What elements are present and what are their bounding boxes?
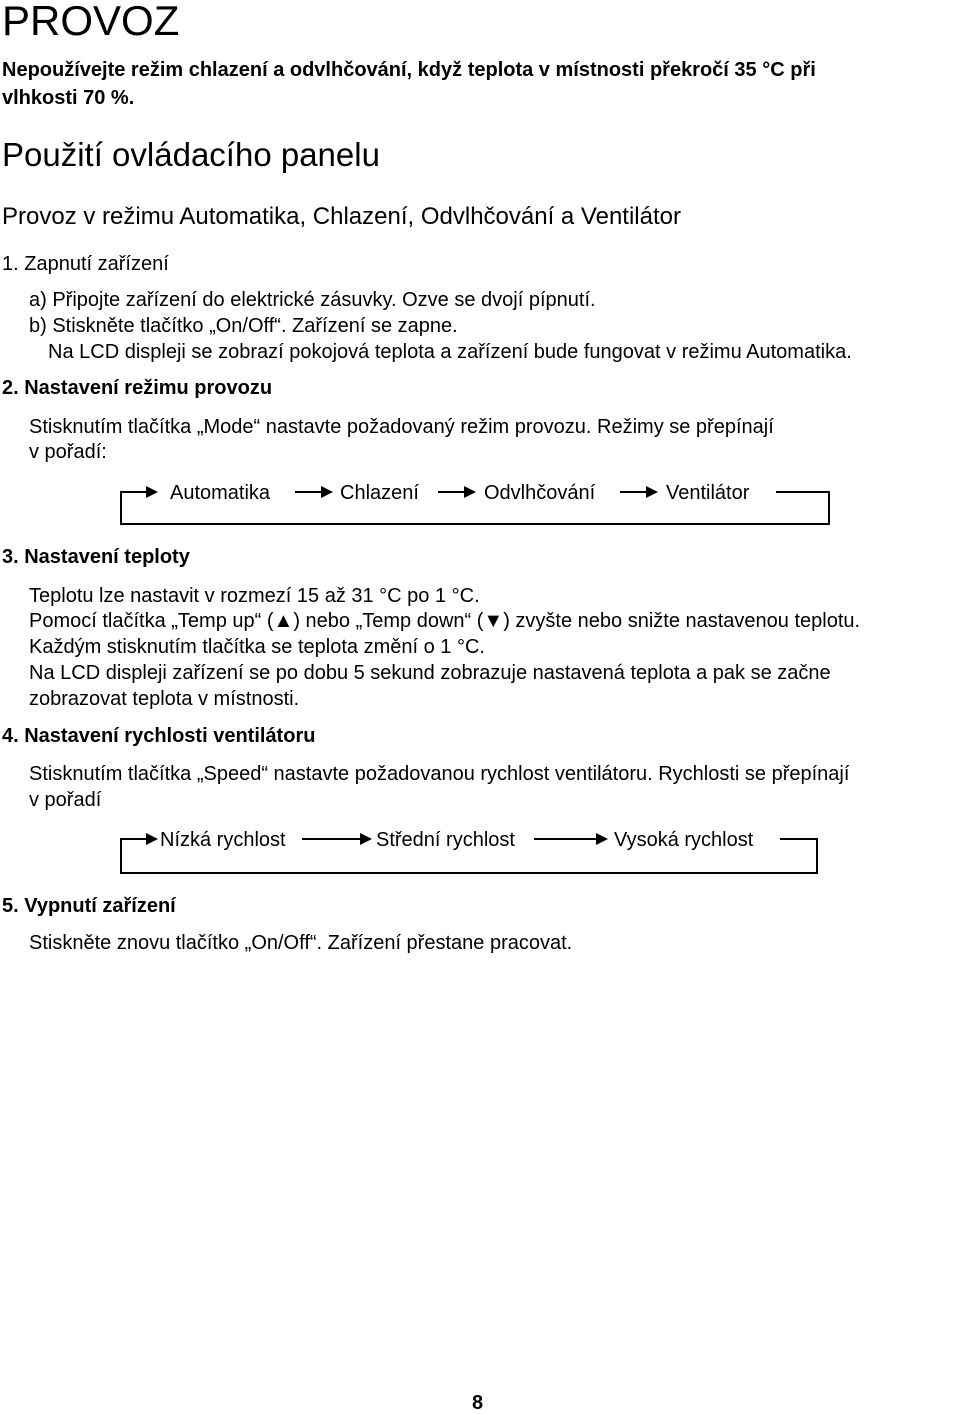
step3-line2-part3: ) zvyšte nebo snižte nastavenou teplotu. xyxy=(503,610,861,632)
step4-line2: v pořadí xyxy=(29,789,102,811)
warning-line-2: vlhkosti 70 %. xyxy=(2,87,135,109)
triangle-up-icon: ▲ xyxy=(273,610,294,632)
step4-line1: Stisknutím tlačítka „Speed“ nastavte požadovanou rychlost ventilátoru. Rychlosti se přepínají xyxy=(29,763,850,785)
page-title: PROVOZ xyxy=(2,0,180,44)
step3-line2 xyxy=(29,611,860,631)
step1-b2: Na LCD displeji se zobrazí pokojová teplota a zařízení bude fungovat v režimu Automatika. xyxy=(48,341,852,363)
step3-line1: Teplotu lze nastavit v rozmezí 15 až 31 °C po 1 °C. xyxy=(29,585,480,607)
step4-heading: 4. Nastavení rychlosti ventilátoru xyxy=(2,725,316,747)
flow-arrow-icon xyxy=(620,485,660,499)
flow-speed-high: Vysoká rychlost xyxy=(614,829,754,851)
step3-heading: 3. Nastavení teploty xyxy=(2,546,190,568)
flow-loop-right xyxy=(816,838,818,874)
flow-loop-tail xyxy=(780,838,818,840)
flow-loop-right xyxy=(828,491,830,525)
flow-loop-bottom xyxy=(120,872,818,874)
flow-arrow-icon xyxy=(302,832,374,846)
step1-heading: 1. Zapnutí zařízení xyxy=(2,253,169,275)
step2-heading: 2. Nastavení režimu provozu xyxy=(2,377,273,399)
flow-speed-low: Nízká rychlost xyxy=(160,829,286,851)
step3-line4: Na LCD displeji zařízení se po dobu 5 sekund zobrazuje nastavená teplota a pak se začne xyxy=(29,662,831,684)
subsection-title: Provoz v režimu Automatika, Chlazení, Odvlhčování a Ventilátor xyxy=(2,203,681,230)
flow-mode-odvlhcovani: Odvlhčování xyxy=(484,482,596,504)
page-number: 8 xyxy=(472,1392,484,1414)
flow-mode-chlazeni: Chlazení xyxy=(340,482,419,504)
warning-line-1: Nepoužívejte režim chlazení a odvlhčování, když teplota v místnosti překročí 35 °C při xyxy=(2,59,816,81)
step5-heading: 5. Vypnutí zařízení xyxy=(2,895,176,917)
step2-line2: v pořadí: xyxy=(29,441,107,463)
flow-arrow-icon xyxy=(120,485,160,499)
step1-b: b) Stiskněte tlačítko „On/Off“. Zařízení se zapne. xyxy=(29,315,458,337)
flow-mode-automatika: Automatika xyxy=(170,482,271,504)
step1-a: a) Připojte zařízení do elektrické zásuvky. Ozve se dvojí pípnutí. xyxy=(29,289,596,311)
flow-loop-bottom xyxy=(120,523,830,525)
flow-speed-medium: Střední rychlost xyxy=(376,829,515,851)
step3-line2-part1: Pomocí tlačítka „Temp up“ ( xyxy=(29,610,274,632)
flow-arrow-icon xyxy=(120,832,160,846)
triangle-down-icon: ▼ xyxy=(483,610,504,632)
flow-loop-tail xyxy=(776,491,830,493)
step3-line3: Každým stisknutím tlačítka se teplota změní o 1 °C. xyxy=(29,636,485,658)
section-title: Použití ovládacího panelu xyxy=(2,136,380,173)
step3-line5: zobrazovat teplota v místnosti. xyxy=(29,688,300,710)
flow-arrow-icon xyxy=(534,832,610,846)
step5-line1: Stiskněte znovu tlačítko „On/Off“. Zařízení přestane pracovat. xyxy=(29,932,573,954)
flow-arrow-icon xyxy=(438,485,478,499)
flow-mode-ventilator: Ventilátor xyxy=(666,482,750,504)
step2-line1: Stisknutím tlačítka „Mode“ nastavte požadovaný režim provozu. Režimy se přepínají xyxy=(29,416,774,438)
flow-arrow-icon xyxy=(295,485,335,499)
step3-line2-part2: ) nebo „Temp down“ ( xyxy=(293,610,484,632)
